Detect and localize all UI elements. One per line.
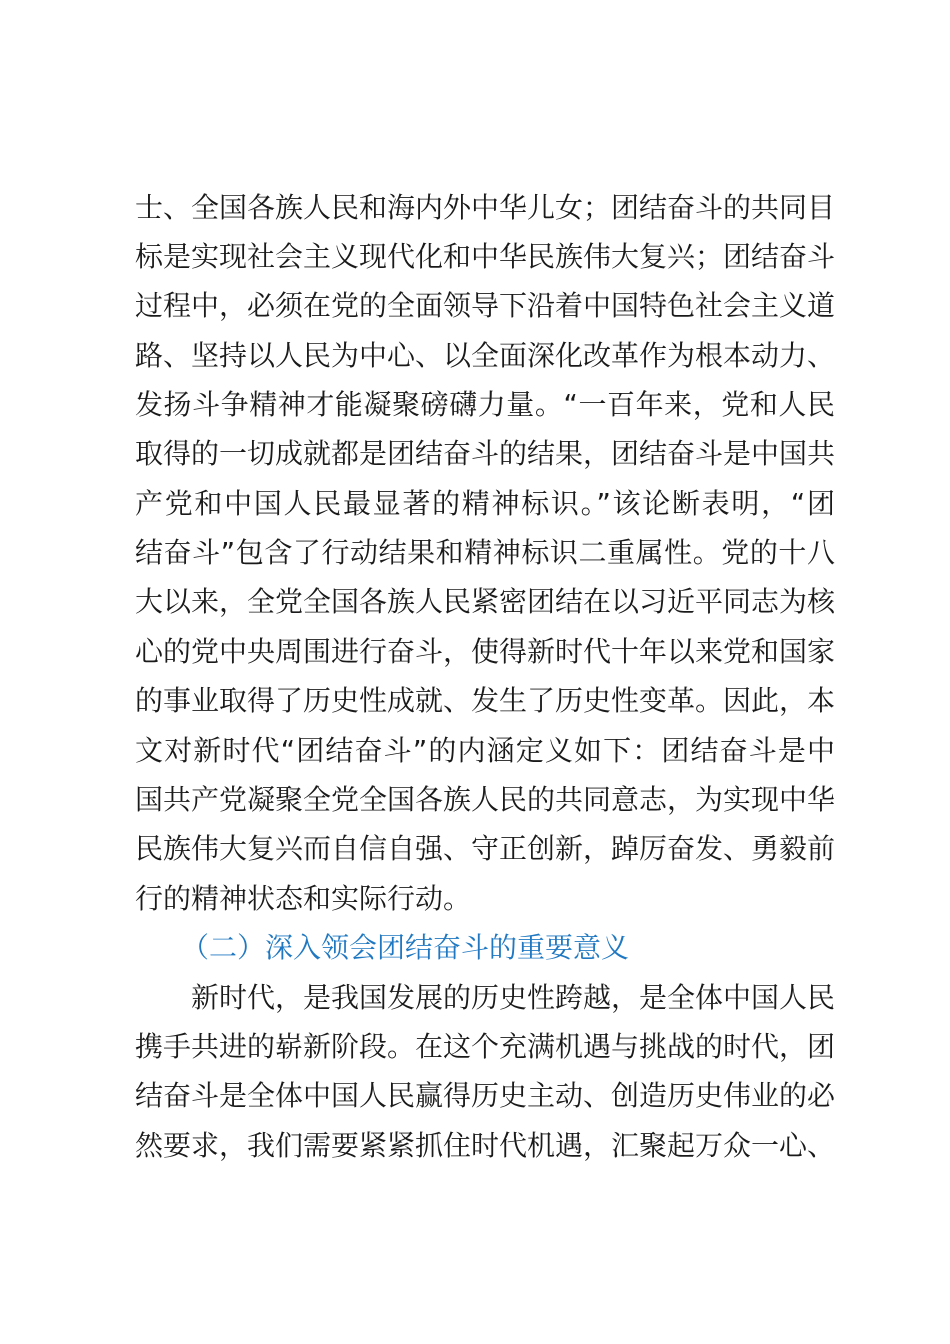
text-line: 取得的一切成就都是团结奋斗的结果，团结奋斗是中国共 [135, 437, 836, 470]
text-line: 国共产党凝聚全党全国各族人民的共同意志，为实现中华 [135, 783, 836, 816]
text-line: 产党和中国人民最显著的精神标识。”该论断表明，“团 [135, 487, 835, 520]
text-line: 路、坚持以人民为中心、以全面深化改革作为根本动力、 [135, 339, 836, 372]
text-line: 士、全国各族人民和海内外中华儿女；团结奋斗的共同目 [135, 191, 836, 224]
text-line: 发扬斗争精神才能凝聚磅礴力量。“一百年来，党和人民 [135, 388, 835, 421]
text-line: 然要求，我们需要紧紧抓住时代机遇，汇聚起万众一心、 [135, 1129, 836, 1162]
text-line: 的事业取得了历史性成就、发生了历史性变革。因此，本 [135, 684, 836, 717]
text-line: 新时代，是我国发展的历史性跨越，是全体中国人民 [191, 981, 836, 1014]
text-line: 民族伟大复兴而自信自强、守正创新，踔厉奋发、勇毅前 [135, 832, 836, 865]
text-line: 大以来，全党全国各族人民紧密团结在以习近平同志为核 [135, 585, 836, 618]
text-line: 过程中，必须在党的全面领导下沿着中国特色社会主义道 [135, 289, 836, 322]
text-line: 携手共进的崭新阶段。在这个充满机遇与挑战的时代，团 [135, 1030, 836, 1063]
text-line: 结奋斗是全体中国人民赢得历史主动、创造历史伟业的必 [135, 1079, 836, 1112]
text-line: 结奋斗”包含了行动结果和精神标识二重属性。党的十八 [135, 536, 835, 569]
text-line: 心的党中央周围进行奋斗，使得新时代十年以来党和国家 [135, 635, 836, 668]
section-heading: （二）深入领会团结奋斗的重要意义 [181, 931, 630, 964]
text-line: 行的精神状态和实际行动。 [135, 882, 472, 915]
text-line: 标是实现社会主义现代化和中华民族伟大复兴；团结奋斗 [135, 240, 836, 273]
text-line: 文对新时代“团结奋斗”的内涵定义如下：团结奋斗是中 [135, 734, 835, 767]
